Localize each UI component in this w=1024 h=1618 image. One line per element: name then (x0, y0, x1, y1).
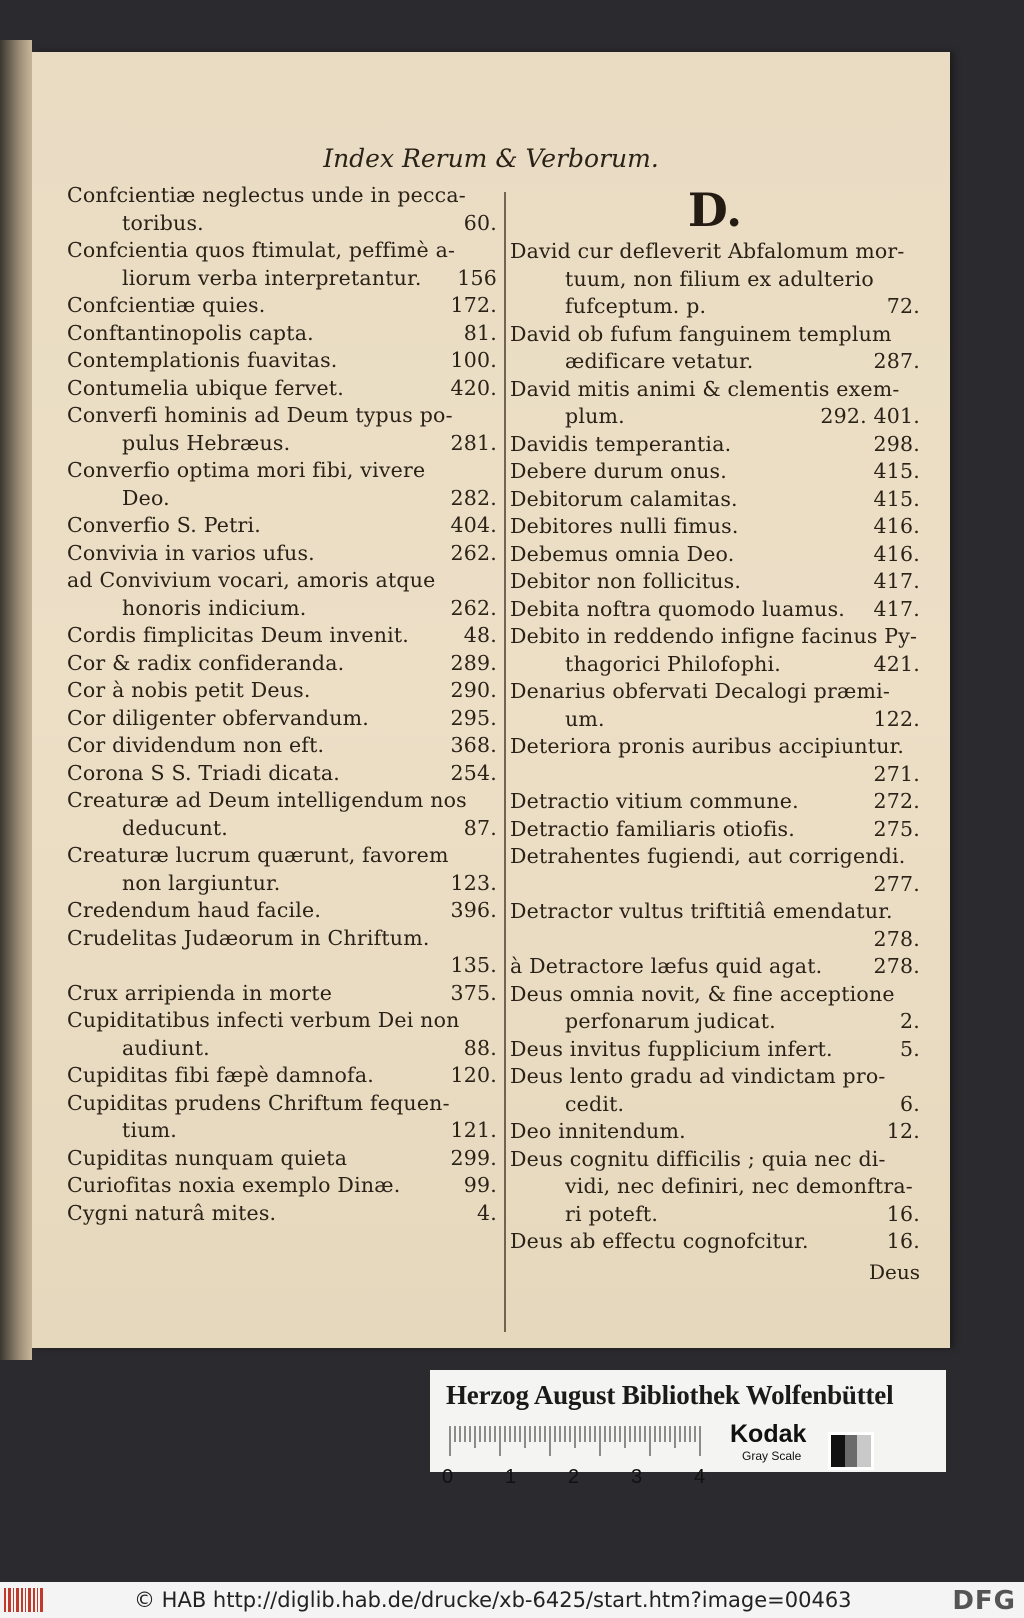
entry-term: Converfi hominis ad Deum typus po- (67, 403, 453, 427)
entry-term: Converfio S. Petri. (67, 513, 262, 537)
catchword: Deus (868, 1259, 920, 1284)
entry-term: Cupiditas fibi fæpè damnofa. (67, 1063, 374, 1087)
index-entry (67, 732, 497, 760)
index-entry (67, 402, 497, 457)
entry-page-number: 415. (873, 459, 920, 483)
entry-page-number: 16. (886, 1201, 920, 1226)
entry-continuation: thagorici Philofophi. (565, 651, 782, 676)
entry-page-number: 123. (450, 870, 497, 895)
gray-scale-icon (828, 1432, 874, 1470)
index-entry (67, 182, 497, 237)
entry-page-number: 299. (450, 1145, 497, 1170)
kodak-logo (730, 1420, 806, 1463)
scale-ruler (448, 1426, 703, 1458)
index-entry (510, 1118, 920, 1146)
entry-page-number: 172. (450, 293, 497, 317)
entry-page-number: 396. (450, 898, 497, 922)
entry-term: Debere durum onus. (510, 459, 727, 483)
entry-term: David ob fufum fanguinem templum (510, 321, 892, 346)
entry-term: Cor diligenter obfervandum. (67, 705, 369, 730)
entry-continuation: tium. (122, 1118, 177, 1142)
entry-continuation: non largiuntur. (122, 870, 281, 895)
entry-term: à Detractore læfus quid agat. (510, 954, 823, 978)
index-entry (510, 623, 920, 678)
index-entry (67, 1007, 497, 1062)
index-column-right (510, 182, 920, 1284)
entry-term: Converfio optima mori fibi, vivere (67, 458, 426, 482)
entry-term: Creaturæ lucrum quærunt, favorem (67, 843, 449, 867)
entry-term: Cupiditatibus infecti verbum Dei non (67, 1008, 460, 1032)
entry-term: Confcientiæ neglectus unde in pecca- (67, 183, 466, 207)
ruler-number: 3 (631, 1466, 643, 1488)
entry-term: Detractio familiaris otiofis. (510, 816, 795, 841)
entry-page-number: 12. (886, 1119, 920, 1143)
entry-term: David cur defleverit Abfalomum mor- (510, 239, 905, 263)
entry-term: Deus omnia novit, & fine acceptione (510, 981, 895, 1006)
index-entry (67, 677, 497, 705)
entry-page-number: 156 (457, 265, 497, 290)
entry-page-number: 5. (900, 1036, 920, 1061)
entry-page-number: 99. (463, 1173, 497, 1197)
entry-page-number: 254. (450, 760, 497, 785)
entry-continuation: vidi, nec definiri, nec demonftra- (565, 1174, 913, 1198)
index-entry (67, 1090, 497, 1145)
index-entry (67, 512, 497, 540)
entry-page-number: 121. (450, 1118, 497, 1142)
entry-page-number: 4. (477, 1200, 497, 1225)
entry-term: Debemus omnia Deo. (510, 541, 735, 566)
entry-page-number: 415. (873, 486, 920, 511)
entry-term: Confcientia quos ftimulat, peffimè a- (67, 238, 456, 262)
entry-continuation: cedit. (565, 1091, 625, 1116)
entry-page-number: 368. (450, 733, 497, 757)
index-entry (67, 980, 497, 1008)
entry-term: Crudelitas Judæorum in Chriftum. (67, 925, 430, 950)
index-entry (67, 540, 497, 568)
ruler-number: 1 (505, 1466, 517, 1488)
entry-page-number: 277. (873, 871, 920, 896)
entry-continuation: toribus. (122, 210, 204, 235)
entry-term: Debito in reddendo infigne facinus Py- (510, 624, 918, 648)
entry-term: Cygni naturâ mites. (67, 1200, 277, 1225)
index-entry (510, 376, 920, 431)
page-header: Index Rerum & Verborum. (323, 144, 659, 173)
index-entry (67, 622, 497, 650)
index-entry (510, 238, 920, 321)
index-entry (67, 1200, 497, 1228)
column-divider (504, 192, 506, 1332)
entry-page-number: 6. (900, 1091, 920, 1116)
entry-term: ad Convivium vocari, amoris atque (67, 568, 436, 592)
entry-term: Cor & radix confideranda. (67, 650, 345, 675)
index-entry (510, 431, 920, 459)
barcode-icon (4, 1588, 44, 1612)
entry-page-number: 72. (886, 294, 920, 318)
entry-term: Cupiditas prudens Chriftum fequen- (67, 1090, 450, 1115)
entry-term: Crux arripienda in morte (67, 980, 333, 1005)
index-entry (510, 788, 920, 816)
entry-page-number: 417. (873, 569, 920, 593)
index-entry (67, 925, 497, 980)
index-entry (67, 237, 497, 292)
entry-term: Confcientiæ quies. (67, 293, 266, 317)
entry-term: Detrahentes fugiendi, aut corrigendi. (510, 844, 906, 868)
entry-page-number: 404. (450, 513, 497, 537)
section-letter-heading: D. (687, 183, 743, 237)
index-entry (510, 568, 920, 596)
entry-page-number: 122. (873, 706, 920, 731)
entry-term: Deus lento gradu ad vindictam pro- (510, 1064, 886, 1088)
entry-page-number: 100. (450, 348, 497, 372)
entry-term: Deus invitus fupplicium infert. (510, 1036, 833, 1061)
index-entry (67, 457, 497, 512)
index-entry (510, 1228, 920, 1256)
entry-page-number: 135. (450, 953, 497, 977)
entry-page-number: 421. (873, 651, 920, 676)
entry-page-number: 60. (463, 210, 497, 235)
entry-continuation: audiunt. (122, 1035, 210, 1060)
entry-term: Contumelia ubique fervet. (67, 375, 344, 400)
index-entry (510, 1146, 920, 1229)
entry-continuation: ædificare vetatur. (565, 349, 754, 373)
index-entry (510, 513, 920, 541)
entry-page-number: 262. (450, 595, 497, 620)
entry-page-number: 375. (450, 980, 497, 1005)
entry-term: Deteriora pronis auribus accipiuntur. (510, 734, 905, 758)
index-entry (67, 1062, 497, 1090)
entry-continuation: honoris indicium. (122, 595, 307, 620)
entry-page-number: 289. (450, 650, 497, 675)
entry-page-number: 48. (463, 623, 497, 647)
entry-term: Denarius obfervati Decalogi præmi- (510, 679, 890, 703)
entry-continuation (510, 761, 920, 789)
entry-term: Cupiditas nunquam quieta (67, 1145, 348, 1170)
entry-term: Cor dividendum non eft. (67, 733, 325, 757)
entry-page-number: 271. (873, 761, 920, 786)
entry-page-number: 290. (450, 678, 497, 702)
ruler-number: 2 (568, 1466, 580, 1488)
entry-page-number: 287. (873, 349, 920, 373)
entry-page-number: 292. 401. (820, 404, 920, 428)
entry-term: Corona S S. Triadi dicata. (67, 760, 341, 785)
right-entries (510, 238, 920, 1256)
entry-page-number: 282. (450, 485, 497, 510)
dfg-logo: DFG (952, 1586, 1016, 1616)
index-entry (510, 321, 920, 376)
entry-page-number: 281. (450, 430, 497, 455)
index-entry (510, 981, 920, 1036)
entry-continuation: perfonarum judicat. (565, 1009, 776, 1033)
index-entry (67, 760, 497, 788)
index-column-left (67, 182, 497, 1227)
entry-page-number: 295. (450, 705, 497, 730)
index-entry (510, 1036, 920, 1064)
entry-continuation: liorum verba interpretantur. (122, 265, 422, 290)
entry-page-number: 275. (873, 816, 920, 841)
entry-page-number: 420. (450, 375, 497, 400)
index-entry (510, 458, 920, 486)
entry-page-number: 262. (450, 540, 497, 565)
entry-continuation (67, 952, 497, 980)
entry-continuation: um. (565, 706, 605, 731)
entry-term: Debitor non follicitus. (510, 569, 742, 593)
index-entry (67, 650, 497, 678)
entry-term: Debita noftra quomodo luamus. (510, 596, 846, 621)
entry-term: Cordis fimplicitas Deum invenit. (67, 623, 410, 647)
copyright-url[interactable]: © HAB http://diglib.hab.de/drucke/xb-6425/start.htm?image=00463 (134, 1588, 852, 1612)
index-entry (510, 486, 920, 514)
book-left-edge (0, 40, 32, 1360)
entry-continuation: Deo. (122, 485, 170, 510)
kodak-sub: Gray Scale (742, 1449, 802, 1463)
entry-continuation: deducunt. (122, 815, 229, 840)
entry-page-number: 120. (450, 1063, 497, 1087)
index-entry (510, 843, 920, 898)
ruler-number: 4 (694, 1466, 706, 1488)
entry-page-number: 417. (873, 596, 920, 621)
library-name: Herzog August Bibliothek Wolfenbüttel (446, 1380, 894, 1410)
entry-term: Convivia in varios ufus. (67, 540, 315, 565)
entry-page-number: 87. (463, 815, 497, 840)
entry-page-number: 272. (873, 789, 920, 813)
entry-term: Conftantinopolis capta. (67, 320, 314, 345)
index-entry (67, 320, 497, 348)
entry-page-number: 81. (463, 320, 497, 345)
entry-continuation (510, 871, 920, 899)
footer-bar (0, 1582, 1024, 1618)
index-entry (510, 898, 920, 953)
index-entry (67, 292, 497, 320)
entry-term: Curiofitas noxia exemplo Dinæ. (67, 1173, 401, 1197)
entry-page-number: 416. (873, 514, 920, 538)
entry-term: David mitis animi & clementis exem- (510, 376, 900, 401)
library-label (430, 1370, 946, 1488)
index-entry (510, 596, 920, 624)
entry-term: Deus ab effectu cognofcitur. (510, 1229, 809, 1253)
entry-term: Deus cognitu difficilis ; quia nec di- (510, 1146, 886, 1171)
entry-continuation: fufceptum. p. (565, 294, 707, 318)
index-entry (510, 733, 920, 788)
entry-page-number: 2. (900, 1009, 920, 1033)
index-entry (510, 816, 920, 844)
index-entry (510, 1063, 920, 1118)
index-entry (67, 347, 497, 375)
entry-continuation (510, 926, 920, 954)
ruler-number: 0 (442, 1466, 454, 1488)
entry-page-number: 88. (463, 1035, 497, 1060)
entry-continuation: ri poteft. (565, 1201, 659, 1226)
index-entry (67, 787, 497, 842)
entry-page-number: 16. (886, 1229, 920, 1253)
entry-term: Detractor vultus triftitiâ emendatur. (510, 899, 893, 923)
entry-term: Credendum haud facile. (67, 898, 322, 922)
entry-term: Creaturæ ad Deum intelligendum nos (67, 788, 467, 812)
entry-page-number: 278. (873, 954, 920, 978)
kodak-brand: Kodak (730, 1420, 807, 1448)
book-page (32, 52, 950, 1348)
entry-term: Debitorum calamitas. (510, 486, 738, 511)
entry-page-number: 416. (873, 541, 920, 566)
entry-term: Contemplationis fuavitas. (67, 348, 338, 372)
index-entry (67, 897, 497, 925)
index-entry (67, 375, 497, 403)
index-entry (510, 678, 920, 733)
index-entry (67, 567, 497, 622)
index-entry (510, 541, 920, 569)
entry-page-number: 298. (873, 431, 920, 456)
entry-term: Debitores nulli fimus. (510, 514, 739, 538)
entry-page-number: 278. (873, 926, 920, 951)
entry-term: Deo innitendum. (510, 1119, 686, 1143)
entry-continuation: tuum, non filium ex adulterio (565, 266, 874, 291)
entry-term: Detractio vitium commune. (510, 789, 799, 813)
entry-term: Cor à nobis petit Deus. (67, 678, 311, 702)
index-entry (67, 1145, 497, 1173)
index-entry (510, 953, 920, 981)
entry-continuation: pulus Hebræus. (122, 430, 291, 455)
index-entry (67, 842, 497, 897)
index-entry (67, 1172, 497, 1200)
entry-term: Davidis temperantia. (510, 431, 732, 456)
entry-continuation: plum. (565, 404, 625, 428)
index-entry (67, 705, 497, 733)
